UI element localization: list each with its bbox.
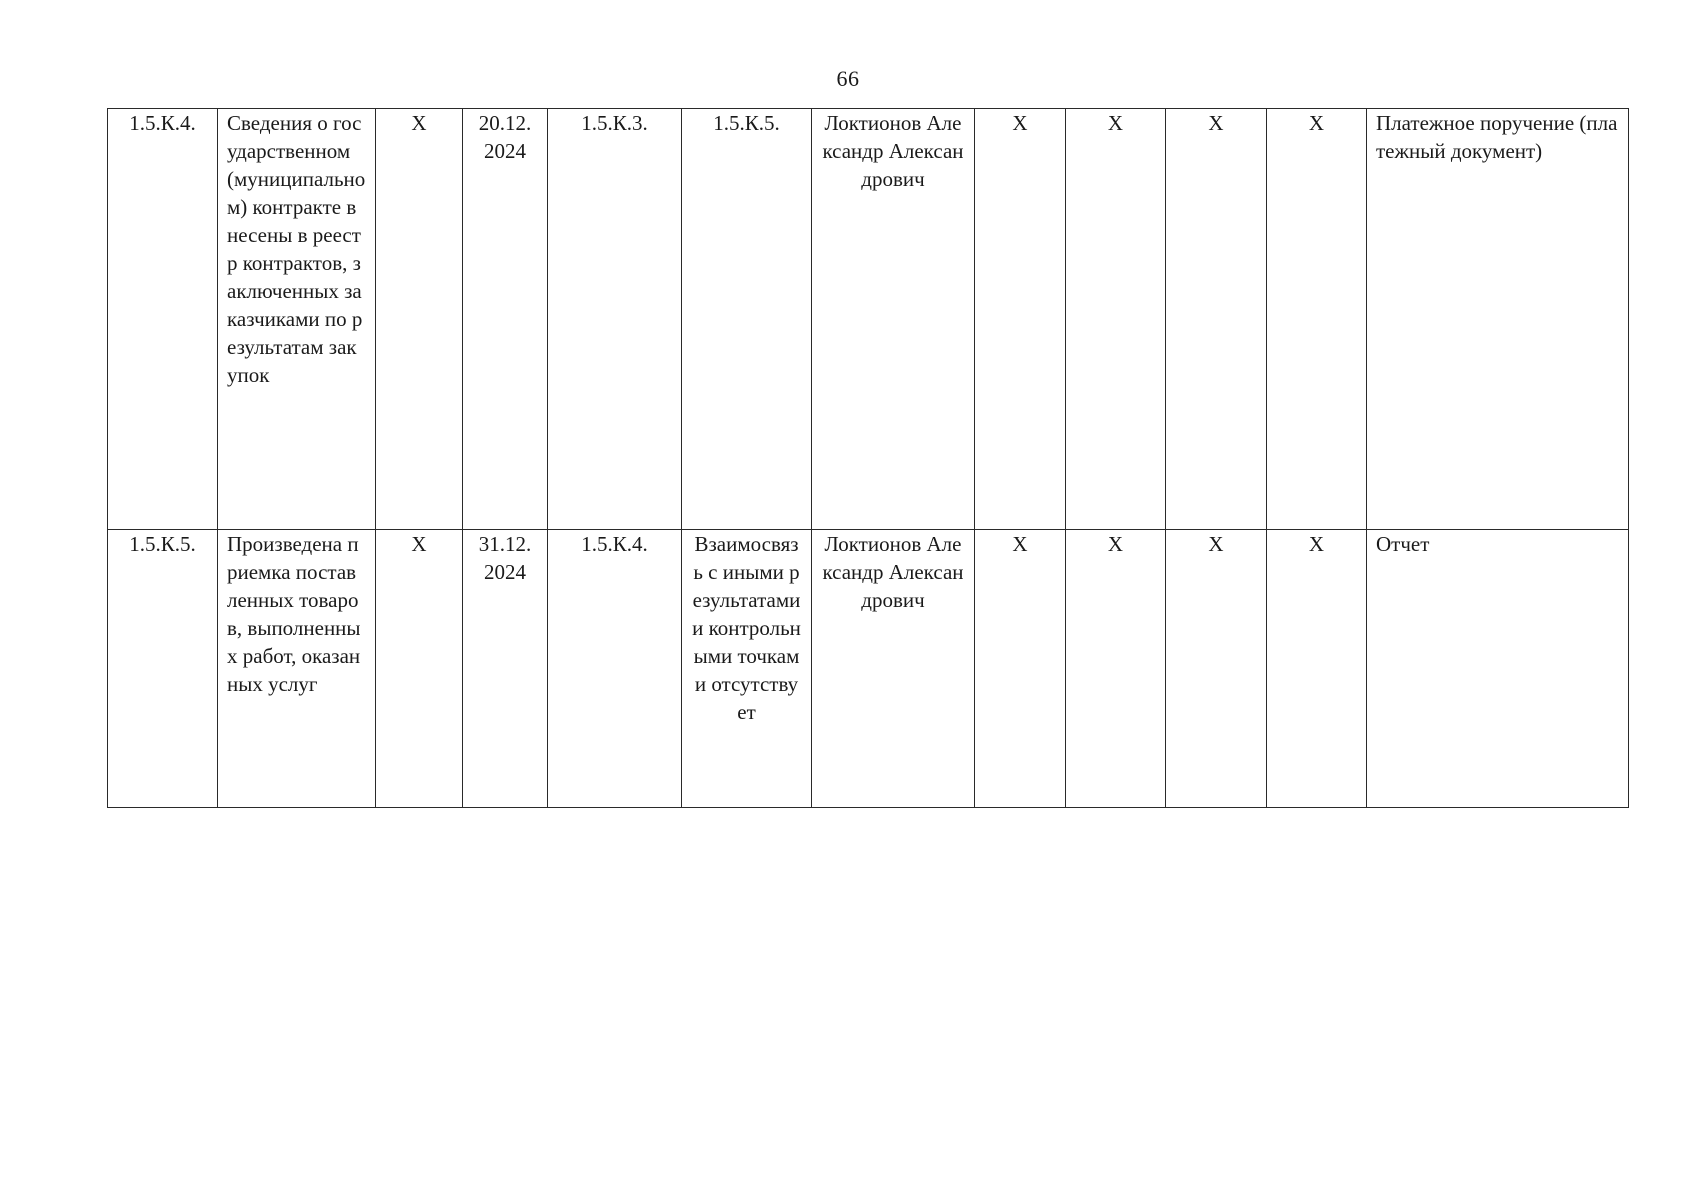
table-row (108, 109, 1629, 530)
row-mark: Х (376, 530, 463, 808)
table-row (108, 530, 1629, 808)
row-mark: Х (1267, 109, 1367, 530)
row-mark: Х (975, 109, 1066, 530)
row-mark: Х (1066, 530, 1166, 808)
row-mark: Х (1166, 530, 1267, 808)
row-code: 1.5.К.5. (108, 530, 218, 808)
row-responsible: Локтионов Александр Александрович (812, 109, 975, 530)
row-code: 1.5.К.4. (108, 109, 218, 530)
row-description: Сведения о государственном (муниципальном) контракте внесены в реестр контрактов, заключенных заказчиками по результатам закупок (218, 109, 376, 530)
row-predecessor: 1.5.К.4. (548, 530, 682, 808)
row-successor: Взаимосвязь с иными результатами и контрольными точками отсутствует (682, 530, 812, 808)
row-successor: 1.5.К.5. (682, 109, 812, 530)
control-points-table (107, 108, 1629, 808)
row-predecessor: 1.5.К.3. (548, 109, 682, 530)
row-mark: Х (1267, 530, 1367, 808)
row-document: Отчет (1367, 530, 1629, 808)
row-date: 20.12. 2024 (463, 109, 548, 530)
row-date: 31.12. 2024 (463, 530, 548, 808)
row-mark: Х (376, 109, 463, 530)
row-mark: Х (1066, 109, 1166, 530)
row-description: Произведена приемка поставленных товаров, выполненных работ, оказанных услуг (218, 530, 376, 808)
page-number: 66 (836, 66, 860, 91)
row-mark: Х (975, 530, 1066, 808)
row-document: Платежное поручение (платежный документ) (1367, 109, 1629, 530)
row-responsible: Локтионов Александр Александрович (812, 530, 975, 808)
row-mark: Х (1166, 109, 1267, 530)
